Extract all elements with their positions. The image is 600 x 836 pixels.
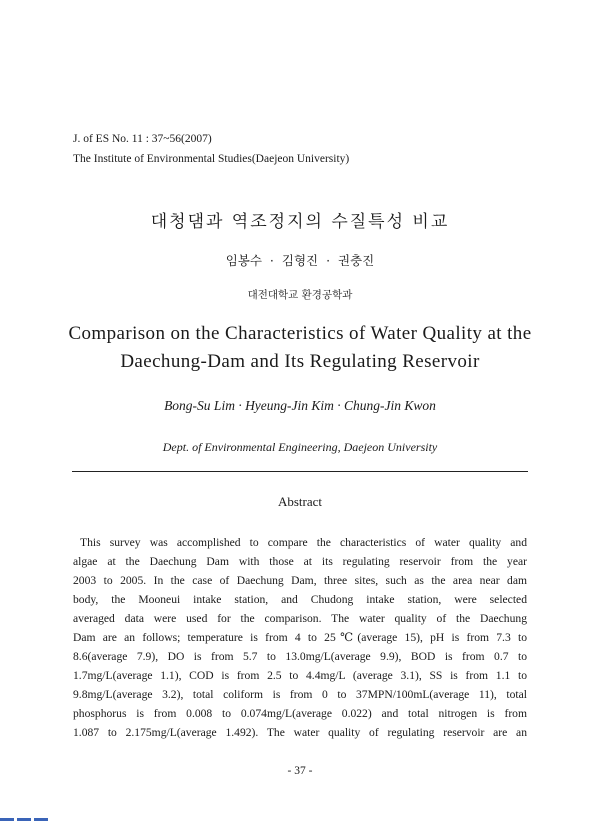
footer-bar-segment <box>0 818 14 821</box>
english-title-line-1: Comparison on the Characteristics of Water Quality at the <box>68 323 532 344</box>
korean-affiliation: 대전대학교 환경공학과 <box>247 289 353 301</box>
section-divider <box>72 471 528 472</box>
journal-citation: J. of ES No. 11 : 37~56(2007) <box>73 133 212 145</box>
abstract-heading: Abstract <box>277 494 323 509</box>
abstract-line: This survey was accomplished to compare the characteristics of water quality and <box>80 536 527 549</box>
english-authors: Bong-Su Lim · Hyeung-Jin Kim · Chung-Jin Kwon <box>164 398 436 413</box>
abstract-line: 9.8mg/L(average 3.2), total coliform is from 0 to 37MPN/100mL(average 11), total <box>73 688 527 701</box>
journal-reference <box>73 129 349 169</box>
abstract-line: algae at the Daechung Dam with those at its regulating reservoir from the year <box>73 555 527 568</box>
journal-publisher: The Institute of Environmental Studies(Daejeon University) <box>73 153 350 165</box>
footer-bar-segment <box>34 818 48 821</box>
abstract-line: body, the Mooneui intake station, and Chudong intake station, were selected <box>73 593 527 606</box>
abstract-line: phosphorus is from 0.008 to 0.074mg/L(average 0.022) and total nitrogen is from <box>73 707 527 720</box>
footer-watermark-bar <box>0 818 66 824</box>
korean-authors: 임봉수 · 김형진 · 권충진 <box>225 253 375 268</box>
korean-title: 대청댐과 역조정지의 수질특성 비교 <box>150 212 450 232</box>
abstract-line: 1.7mg/L(average 1.1), COD is from 2.5 to 4.4mg/L (average 3.1), SS is from 1.1 to <box>73 669 527 682</box>
abstract-line: averaged data were used for the comparison. The water quality of the Daechung <box>73 612 527 625</box>
abstract-line: 1.087 to 2.175mg/L(average 1.492). The water quality of regulating reservoir are an <box>73 726 527 739</box>
page-number: - 37 - <box>287 765 313 777</box>
abstract-body <box>73 533 527 742</box>
english-department: Dept. of Environmental Engineering, Daejeon University <box>162 440 438 454</box>
abstract-line: 8.6(average 7.9), DO is from 5.7 to 13.0mg/L(average 9.9), BOD is from 0.7 to <box>73 650 527 663</box>
abstract-line: 2003 to 2005. In the case of Daechung Dam, three sites, such as the area near dam <box>73 574 527 587</box>
abstract-line: Dam are an follows; temperature is from 4 to 25℃(average 15), pH is from 7.3 to <box>73 631 527 644</box>
footer-bar-segment <box>17 818 31 821</box>
english-title-line-2: Daechung-Dam and Its Regulating Reservoir <box>120 351 480 372</box>
english-title <box>0 320 600 376</box>
